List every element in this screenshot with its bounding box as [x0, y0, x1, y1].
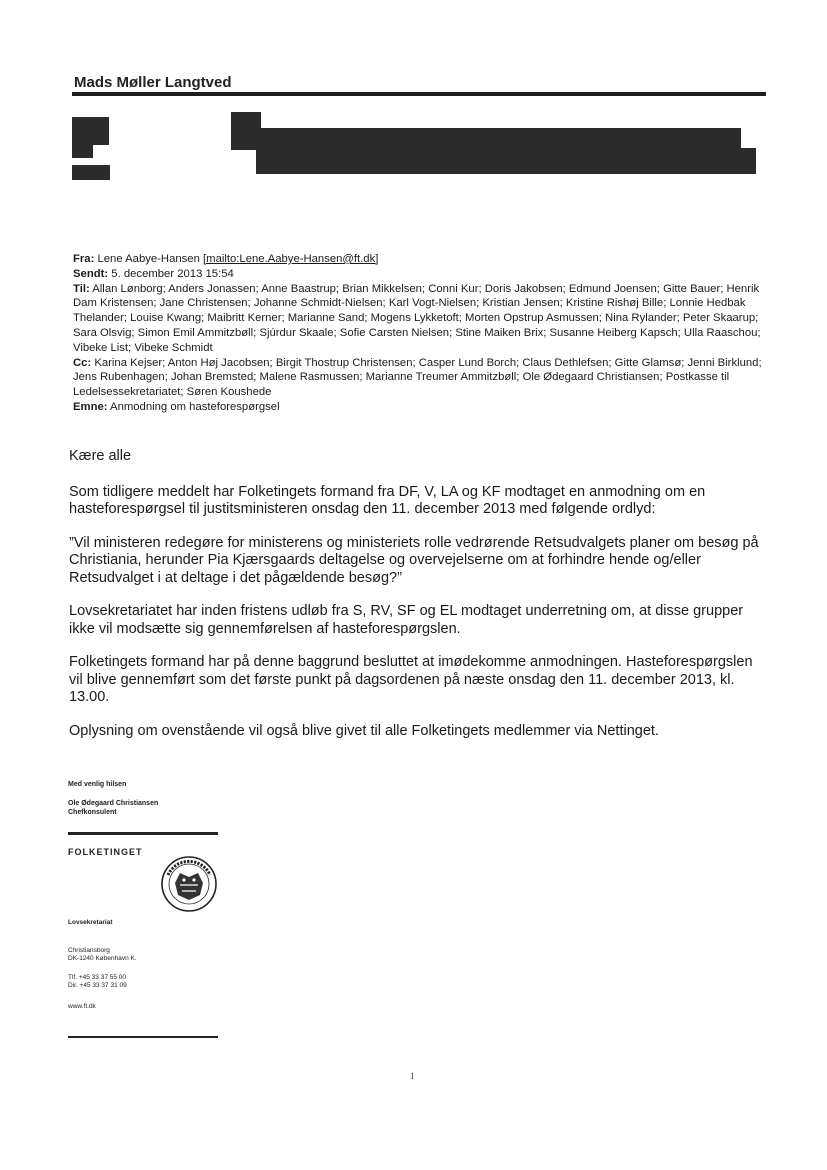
- subject-value: Anmodning om hasteforespørgsel: [110, 400, 280, 413]
- signature-title: Chefkonsulent: [68, 809, 117, 816]
- body-paragraph: Oplysning om ovenstående vil også blive givet til alle Folketingets medlemmer via Nettinget.: [69, 722, 659, 739]
- address-line-1: Christiansborg: [68, 947, 110, 954]
- website-link[interactable]: www.ft.dk: [68, 1003, 96, 1010]
- to-recipients: Allan Lønborg; Anders Jonassen; Anne Baastrup; Brian Mikkelsen; Conni Kur; Doris Jakobsen; Edmund Joensen; Gitte Bauer; Henrik Dam Kristensen; Jane Christensen; Johanne Schmidt-Nielsen; Karl Vogt-Nielsen; Kristian Jensen; Kristine Rishøj Bille; Lonnie Hedbak Thelander; Louise Kwang; Maibritt Kerner; Marianne Sand; Mogens Lykketoft; Morten Opstrup Asmussen; Nina Rylander; Peter Skaarup; Sara Olsvig; Simon Emil Ammitzbøll; Sjúrdur Skaale; Sofie Carsten Nielsen; Stine Maiken Brix; Susanne Heiberg Kapsch; Ulla Raaschou; Vibeke List; Vibeke Schmidt: [73, 282, 761, 354]
- redaction-block: [231, 128, 741, 150]
- redaction-block: [256, 148, 756, 174]
- body-paragraph: Som tidligere meddelt har Folketingets formand fra DF, V, LA og KF modtaget en anmodning om en hasteforespørgsel til justitsministeren onsdag den 11. december 2013 med følgende ordlyd:: [69, 483, 706, 517]
- from-mailto-link[interactable]: [mailto:Lene.Aabye-Hansen@ft.dk]: [203, 253, 379, 265]
- phone: Tlf. +45 33 37 55 00: [68, 974, 127, 981]
- body-quote: ”Vil ministeren redegøre for ministerens og ministeriets rolle vedrørende Retsudvalgets planer om besøg på Christiania, herunder Pia Kjærsgaards deltagelse og overvejelserne om at forhindre hende og/eller Retsudvalget i at deltage i det pågældende besøg?”: [69, 534, 759, 586]
- subject-row: [73, 400, 768, 415]
- footer-rule: [68, 1036, 218, 1038]
- email-header: [73, 252, 768, 415]
- address-line-2: DK-1240 København K.: [68, 955, 137, 962]
- folketinget-seal-icon: [160, 855, 218, 913]
- from-name: Lene Aabye-Hansen: [97, 253, 200, 265]
- redaction-block: [72, 117, 109, 145]
- direct-phone: Dir. +45 33 37 31 09: [68, 982, 127, 989]
- page-number: 1: [410, 1071, 415, 1081]
- sent-label: Sendt:: [73, 267, 109, 280]
- sent-value: 5. december 2013 15:54: [111, 267, 234, 280]
- signature-name: Ole Ødegaard Christiansen: [68, 800, 159, 807]
- signature-closing: Med venlig hilsen: [68, 781, 127, 788]
- cc-label: Cc:: [73, 356, 92, 369]
- email-body: [69, 448, 769, 756]
- from-label: Fra:: [73, 253, 95, 265]
- department: Lovsekretariat: [68, 919, 113, 926]
- redaction-block: [72, 145, 93, 158]
- cc-row: [73, 356, 768, 400]
- from-row: [73, 252, 768, 267]
- org-name: FOLKETINGET: [68, 847, 143, 857]
- author-rule: [72, 92, 766, 96]
- sent-row: [73, 267, 768, 282]
- body-paragraph: Lovsekretariatet har inden fristens udløb fra S, RV, SF og EL modtaget underretning om, at disse grupper ikke vil modsætte sig gennemførelsen af hasteforespørgslen.: [69, 603, 744, 637]
- subject-label: Emne:: [73, 400, 108, 413]
- author-heading: Mads Møller Langtved: [74, 74, 232, 91]
- greeting: Kære alle: [69, 448, 132, 464]
- redaction-block: [740, 150, 756, 166]
- to-row: [73, 282, 768, 356]
- cc-recipients: Karina Kejser; Anton Høj Jacobsen; Birgit Thostrup Christensen; Casper Lund Borch; Claus Dethlefsen; Gitte Glamsø; Jenni Birklund; Jens Rubenhagen; Johan Bremsted; Malene Rasmussen; Marianne Treumer Ammitzbøll; Ole Ødegaard Christiansen; Postkasse til Ledelsessekretariatet; Søren Koushede: [73, 356, 762, 399]
- signature-rule: [68, 832, 218, 835]
- signature-block: [68, 780, 268, 817]
- to-label: Til:: [73, 282, 90, 295]
- redaction-block: [72, 165, 110, 180]
- body-paragraph: Folketingets formand har på denne baggrund besluttet at imødekomme anmodningen. Hasteforespørgslen vil blive gennemført som det første punkt på dagsordenen på næste onsdag den 11. december 2013, kl. 13.00.: [69, 654, 753, 705]
